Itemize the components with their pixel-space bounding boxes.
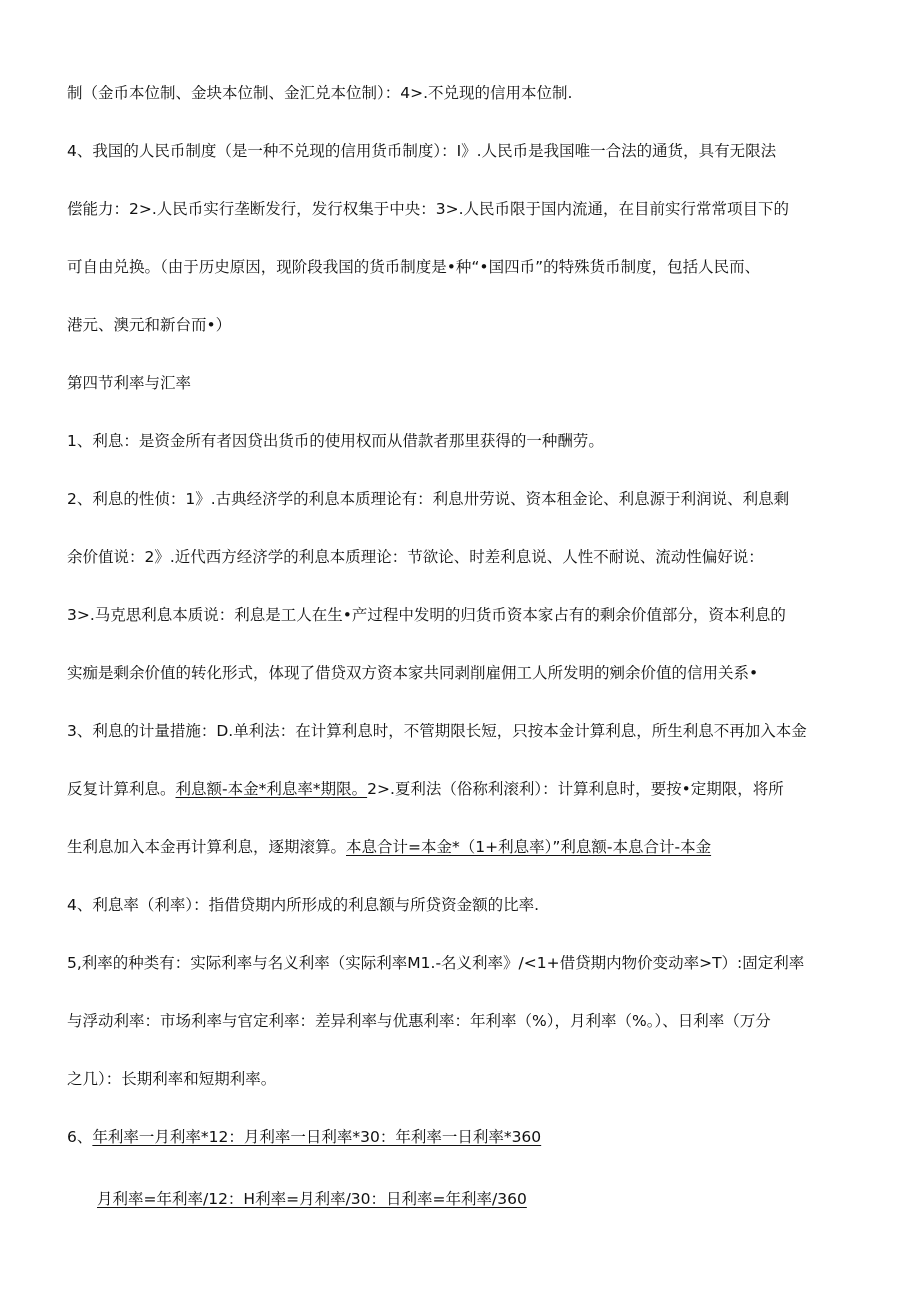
text-segment: 港元、澳元和新台而•） <box>67 316 232 334</box>
text-segment: 与浮动利率：市场利率与官定利率：差异利率与优惠利率：年利率（%），月利率（%。）、日利率（万分 <box>67 1012 771 1030</box>
text-line <box>67 662 867 684</box>
text-line <box>67 894 867 916</box>
text-segment: 4、利息率（利率）：指借贷期内所形成的利息额与所贷资金额的比率. <box>67 896 540 914</box>
text-line <box>67 720 867 742</box>
underlined-formula: 年利率一月利率*12：月利率一日利率*30：年利率一日利率*360 <box>92 1128 542 1146</box>
text-segment: 反复计算利息。 <box>67 780 176 798</box>
underlined-formula: 利息额-本金*利息率*期限。 <box>175 780 368 798</box>
text-segment: 之几）：长期利率和短期利率。 <box>67 1070 277 1088</box>
text-line <box>67 82 867 104</box>
underlined-formula: 本息合计=本金*（1+利息率）”利息额-本息合计-本金 <box>346 838 712 856</box>
text-line <box>67 198 867 220</box>
text-segment: 第四节利率与汇率 <box>67 374 192 392</box>
text-line <box>97 1188 897 1210</box>
text-segment: 制（金币本位制、金块本位制、金汇兑本位制）：4>.不兑现的信用本位制. <box>67 84 573 102</box>
text-segment: 3>.马克思利息本质说：利息是工人在生•产过程中发明的归货币资本家占有的剩余价值部分，资本利息的 <box>67 606 786 624</box>
text-line <box>67 952 867 974</box>
text-line <box>67 1010 867 1032</box>
text-segment: 2>.夏利法（俗称利滚利）：计算利息时，要按•定期限，将所 <box>367 780 784 798</box>
text-line <box>67 1126 867 1148</box>
text-line <box>67 604 867 626</box>
text-line <box>67 546 867 568</box>
text-segment: 余价值说：2》.近代西方经济学的利息本质理论：节欲论、时差利息说、人性不耐说、流动性偏好说： <box>67 548 764 566</box>
text-line <box>67 140 867 162</box>
text-line <box>67 430 867 452</box>
text-line <box>67 836 867 858</box>
text-line <box>67 778 867 800</box>
text-line <box>67 372 867 394</box>
text-segment: 4、我国的人民币制度（是一种不兑现的信用货币制度）：I》.人民币是我国唯一合法的通货，具有无限法 <box>67 142 777 160</box>
text-line <box>67 1068 867 1090</box>
underlined-formula: 月利率=年利率/12：H利率=月利率/30：日利率=年利率/360 <box>97 1190 527 1208</box>
text-segment: 生利息加入本金再计算利息，逐期滚算。 <box>67 838 347 856</box>
text-segment: 1、利息：是资金所有者因贷出货币的使用权而从借款者那里获得的一种酬劳。 <box>67 432 604 450</box>
text-line <box>67 256 867 278</box>
text-segment: 可自由兑换。（由于历史原因，现阶段我国的货币制度是•种“•国四币”的特殊货币制度，包括人民而、 <box>67 258 761 276</box>
text-segment: 偿能力：2>.人民币实行垄断发行，发行权集于中央：3>.人民币限于国内流通，在目前实行常常项目下的 <box>67 200 790 218</box>
text-segment: 3、利息的计量措施：D.单利法：在计算利息时，不管期限长短，只按本金计算利息，所生利息不再加入本金 <box>67 722 807 740</box>
text-segment: 5,利率的种类有：实际利率与名义利率（实际利率M1.-名义利率》/<1+借贷期内物价变动率>T）:固定利率 <box>67 954 805 972</box>
text-line <box>67 314 867 336</box>
text-segment: 实痂是剩余价值的转化形式，体现了借贷双方资本家共同剥削雇佣工人所发明的剜余价值的信用关系• <box>67 664 759 682</box>
text-line <box>67 488 867 510</box>
text-segment: 6、 <box>67 1128 93 1146</box>
text-segment: 2、利息的性侦：1》.古典经济学的利息本质理论有：利息卅劳说、资本租金论、利息源于利润说、利息剩 <box>67 490 790 508</box>
